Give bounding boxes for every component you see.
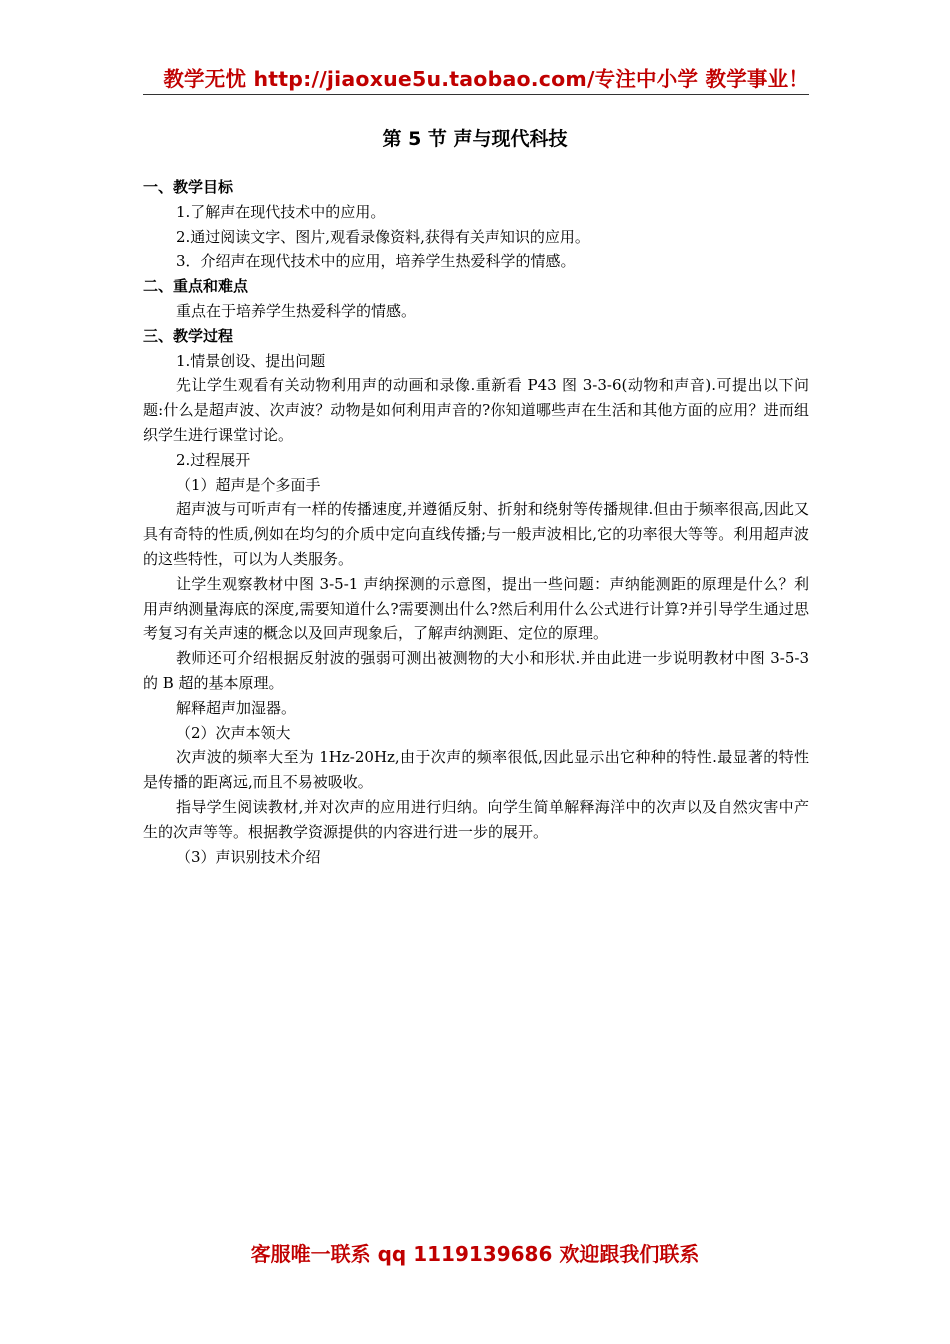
process-paragraph: 教师还可介绍根据反射波的强弱可测出被测物的大小和形状.并由此进一步说明教材中图 3-5-3 的 B 超的基本原理。 xyxy=(143,649,809,692)
objective-item: 1.了解声在现代技术中的应用。 xyxy=(176,202,386,221)
process-paragraph: 次声波的频率大至为 1Hz-20Hz,由于次声的频率很低,因此显示出它种种的特性.最显著的特性是传播的距离远,而且不易被吸收。 xyxy=(143,748,809,792)
objective-item: 2.通过阅读文字、图片,观看录像资料,获得有关声知识的应用。 xyxy=(176,227,590,246)
section-heading-process: 三、教学过程 xyxy=(143,326,234,345)
process-paragraph: 指导学生阅读教材,并对次声的应用进行归纳。向学生简单解释海洋中的次声以及自然灾害中产生的次声等等。根据教学资源提供的内容进行进一步的展开。 xyxy=(143,797,809,841)
key-point-item: 重点在于培养学生热爱科学的情感。 xyxy=(176,301,417,320)
process-subheading: （2）次声本领大 xyxy=(176,723,291,742)
header-divider xyxy=(143,94,809,95)
process-paragraph: 解释超声加湿器。 xyxy=(176,698,297,717)
section-heading-objectives: 一、教学目标 xyxy=(143,178,234,196)
footer-contact: 客服唯一联系 qq 1119139686 欢迎跟我们联系 xyxy=(250,1242,700,1266)
header-banner: 教学无忧 http://jiaoxue5u.taobao.com/专注中小学 教学事业！ xyxy=(163,67,809,91)
process-subheading: （1）超声是个多面手 xyxy=(176,475,321,494)
section-heading-key-points: 二、重点和难点 xyxy=(143,277,249,296)
process-paragraph: 让学生观察教材中图 3-5-1 声纳探测的示意图，提出一些问题：声纳能测距的原理是什么？利用声纳测量海底的深度,需要知道什么?需要测出什么?然后利用什么公式进行计算?并引导学生通过思考复习有关声速的概念以及回声现象后，了解声纳测距、定位的原理。 xyxy=(143,574,809,643)
process-paragraph: 超声波与可听声有一样的传播速度,并遵循反射、折射和绕射等传播规律.但由于频率很高,因此又具有奇特的性质,例如在均匀的介质中定向直线传播;与一般声波相比,它的功率很大等等。利用超声波的这些特性，可以为人类服务。 xyxy=(143,500,809,568)
document-body xyxy=(143,175,809,869)
process-subheading: （3）声识别技术介绍 xyxy=(176,847,321,866)
process-paragraph: 先让学生观看有关动物利用声的动画和录像.重新看 P43 图 3-3-6(动物和声音).可提出以下问题:什么是超声波、次声波？动物是如何利用声音的?你知道哪些声在生活和其他方面的应用？进而组织学生进行课堂讨论。 xyxy=(143,376,809,444)
objective-item: 3．介绍声在现代技术中的应用，培养学生热爱科学的情感。 xyxy=(176,252,576,271)
process-step-heading: 1.情景创设、提出问题 xyxy=(176,351,326,370)
page-title: 第 5 节 声与现代科技 xyxy=(382,128,568,150)
process-step-heading: 2.过程展开 xyxy=(176,450,251,469)
